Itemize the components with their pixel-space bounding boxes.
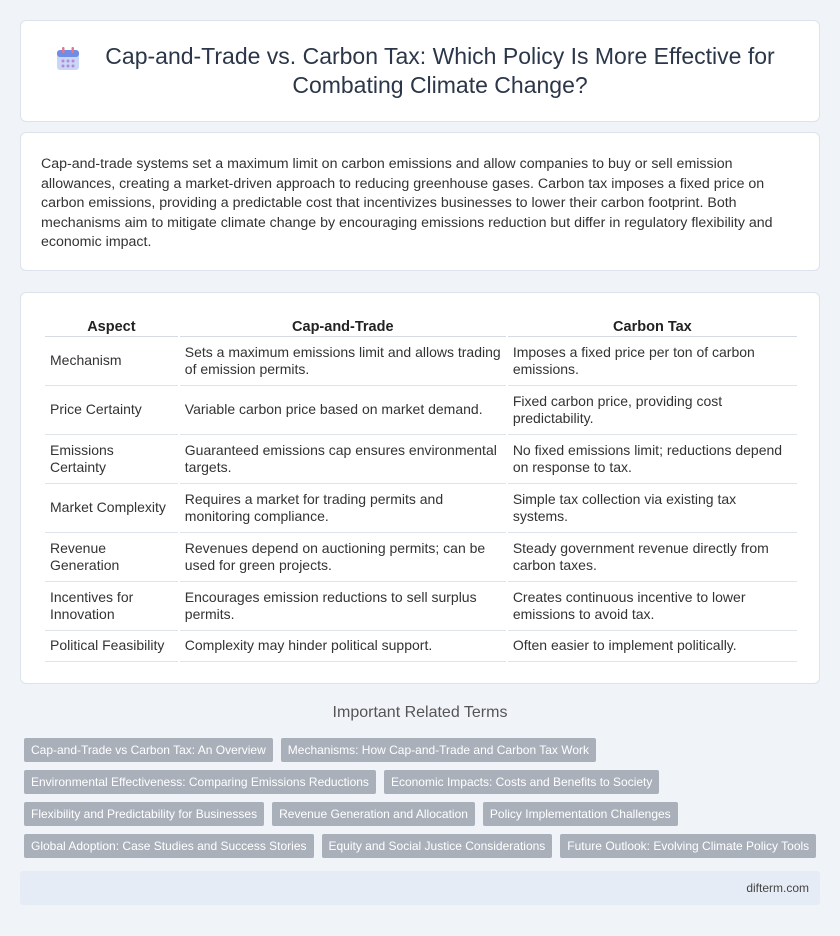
cell-aspect: Emissions Certainty: [45, 435, 178, 484]
cell-carbon-tax: Often easier to implement politically.: [508, 631, 797, 662]
tag-row: [24, 770, 824, 794]
cell-cap-and-trade: Encourages emission reductions to sell surplus permits.: [180, 582, 506, 631]
intro-paragraph: Cap-and-trade systems set a maximum limit on carbon emissions and allow companies to buy or sell emission allowances, creating a market-driven approach to reducing greenhouse gases. Carbon tax imposes a fixed price on carbon emissions, providing a predictable cost that incentivizes businesses to lower their carbon footprint. Both mechanisms aim to mitigate climate change by encouraging emissions reduction but differ in regulatory flexibility and economic impact.: [41, 156, 773, 251]
cell-carbon-tax: Imposes a fixed price per ton of carbon emissions.: [508, 337, 797, 386]
tag-row: [24, 834, 824, 858]
table-header-row: [45, 315, 797, 337]
intro-card: [20, 132, 820, 271]
cell-aspect: Market Complexity: [45, 484, 178, 533]
page-title: Cap-and-Trade vs. Carbon Tax: Which Policy Is More Effective for Combating Climate Change?: [105, 43, 775, 98]
comparison-table: [43, 315, 799, 662]
cell-aspect: Incentives for Innovation: [45, 582, 178, 631]
footer: [20, 871, 820, 905]
cell-cap-and-trade: Requires a market for trading permits and monitoring compliance.: [180, 484, 506, 533]
cell-cap-and-trade: Variable carbon price based on market demand.: [180, 386, 506, 435]
cell-cap-and-trade: Revenues depend on auctioning permits; can be used for green projects.: [180, 533, 506, 582]
cell-aspect: Price Certainty: [45, 386, 178, 435]
related-terms-heading: Important Related Terms: [332, 704, 508, 721]
table-row: [45, 533, 797, 582]
cell-aspect: Mechanism: [45, 337, 178, 386]
table-row: [45, 631, 797, 662]
table-row: [45, 435, 797, 484]
related-term-link[interactable]: Policy Implementation Challenges: [483, 802, 678, 826]
tag-row: [24, 802, 824, 826]
related-term-link[interactable]: Flexibility and Predictability for Businesses: [24, 802, 264, 826]
header-carbon-tax: Carbon Tax: [508, 315, 797, 337]
table-row: [45, 386, 797, 435]
cell-carbon-tax: No fixed emissions limit; reductions depend on response to tax.: [508, 435, 797, 484]
related-term-link[interactable]: Mechanisms: How Cap-and-Trade and Carbon Tax Work: [281, 738, 596, 762]
related-term-link[interactable]: Global Adoption: Case Studies and Success Stories: [24, 834, 314, 858]
cell-aspect: Political Feasibility: [45, 631, 178, 662]
cell-cap-and-trade: Guaranteed emissions cap ensures environmental targets.: [180, 435, 506, 484]
cell-carbon-tax: Steady government revenue directly from carbon taxes.: [508, 533, 797, 582]
cell-carbon-tax: Simple tax collection via existing tax systems.: [508, 484, 797, 533]
tag-row: [24, 738, 824, 762]
cell-cap-and-trade: Complexity may hinder political support.: [180, 631, 506, 662]
header-aspect: Aspect: [45, 315, 178, 337]
cell-cap-and-trade: Sets a maximum emissions limit and allows trading of emission permits.: [180, 337, 506, 386]
related-terms-list: [24, 738, 824, 866]
related-term-link[interactable]: Future Outlook: Evolving Climate Policy Tools: [560, 834, 816, 858]
cell-carbon-tax: Creates continuous incentive to lower emissions to avoid tax.: [508, 582, 797, 631]
footer-site-link[interactable]: difterm.com: [746, 881, 809, 895]
cell-carbon-tax: Fixed carbon price, providing cost predictability.: [508, 386, 797, 435]
related-term-link[interactable]: Equity and Social Justice Considerations: [322, 834, 553, 858]
header-cap-and-trade: Cap-and-Trade: [180, 315, 506, 337]
table-row: [45, 337, 797, 386]
comparison-card: [20, 292, 820, 684]
cell-aspect: Revenue Generation: [45, 533, 178, 582]
header-card: [20, 20, 820, 122]
related-term-link[interactable]: Environmental Effectiveness: Comparing Emissions Reductions: [24, 770, 376, 794]
related-term-link[interactable]: Economic Impacts: Costs and Benefits to Society: [384, 770, 659, 794]
table-row: [45, 484, 797, 533]
table-row: [45, 582, 797, 631]
related-term-link[interactable]: Cap-and-Trade vs Carbon Tax: An Overview: [24, 738, 273, 762]
related-term-link[interactable]: Revenue Generation and Allocation: [272, 802, 475, 826]
